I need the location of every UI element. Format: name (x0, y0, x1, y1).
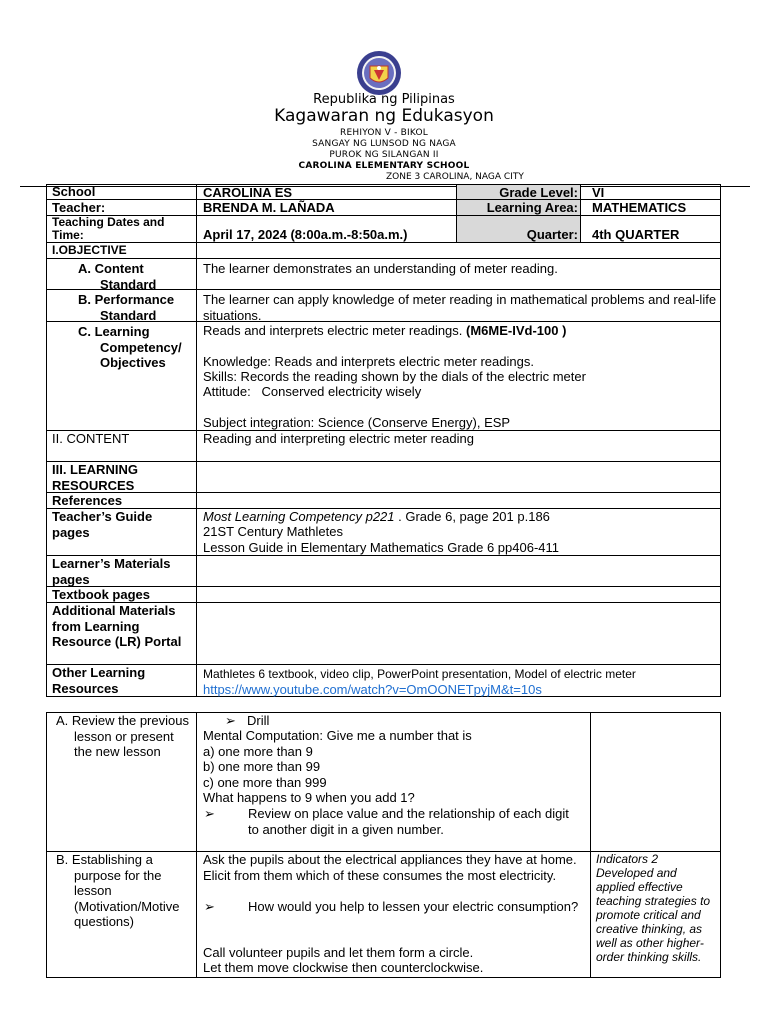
quarter-label: Quarter: (526, 227, 578, 242)
teachers-guide-label: Teacher’s Guide pages (52, 509, 153, 540)
grid-line (46, 712, 47, 978)
place-value-bullet (204, 806, 581, 837)
mental-computation-line: Mental Computation: Give me a number that is (203, 728, 472, 743)
competency-label: C. Learning Competency/ Objectives (78, 324, 182, 370)
grid-line (46, 184, 721, 185)
teachers-guide-title: Most Learning Competency p221 (203, 509, 395, 524)
other-resources-label: Other Learning Resources (52, 665, 146, 696)
resources-heading: III. LEARNING RESOURCES (52, 462, 138, 493)
school-label: School (52, 184, 96, 199)
competency-code: (M6ME-IVd-100 ) (466, 323, 567, 338)
purpose-label: B. Establishing a purpose for the lesson (Motivation/Motive questions) (56, 852, 180, 929)
item-c-line: c) one more than 999 (203, 775, 327, 790)
item-a-line: a) one more than 9 (203, 744, 313, 759)
region-line: REHIYON V - BIKOL (340, 128, 428, 138)
drill-bullet (225, 713, 269, 729)
competency-text (203, 323, 718, 339)
division-line: SANGAY NG LUNSOD NG NAGA (312, 139, 456, 149)
question-line: What happens to 9 when you add 1? (203, 790, 415, 805)
references-label: References (52, 493, 123, 508)
performance-standard-text: The learner can apply knowledge of meter reading in mathematical problems and real-life situations. (203, 292, 717, 323)
content-standard-label: A. Content Standard (78, 261, 157, 292)
additional-materials-label: Additional Materials from Learning Resource (LR) Portal (52, 603, 182, 649)
competency-line: Reads and interprets electric meter readings. (203, 323, 467, 338)
teacher-value: BRENDA M. LAÑADA (203, 200, 335, 215)
grid-line (590, 712, 591, 978)
school-name-line: CAROLINA ELEMENTARY SCHOOL (298, 161, 470, 171)
arrow-bullet-icon: ➢ (225, 713, 236, 728)
content-standard-text: The learner demonstrates an understanding of meter reading. (203, 261, 558, 276)
header-rule (20, 186, 750, 187)
grid-line (196, 184, 197, 697)
grade-value: VI (592, 185, 605, 200)
skills-line: Skills: Records the reading shown by the dials of the electric meter (203, 369, 586, 384)
lessen-consumption-text: How would you help to lessen your electric consumption? (248, 899, 579, 914)
attitude-line: Attitude: Conserved electricity wisely (203, 384, 422, 399)
item-b-line: b) one more than 99 (203, 759, 321, 774)
arrow-bullet-icon: ➢ (204, 806, 215, 821)
address-line: ZONE 3 CAROLINA, NAGA CITY (386, 172, 524, 182)
indicator-note: Indicators 2 Developed and applied effective teaching strategies to promote critical and creative thinking, as well as other higher-order thinking skills. (596, 852, 711, 964)
area-label: Learning Area: (486, 200, 578, 215)
place-value-text: Review on place value and the relationship of each digit to another digit in a given number. (248, 806, 569, 837)
district-line: PUROK NG SILANGAN II (329, 150, 439, 160)
teachers-guide-line1 (203, 509, 718, 525)
seal-icon (356, 50, 402, 96)
performance-standard-label: B. Performance Standard (78, 292, 175, 323)
grid-line (580, 184, 581, 242)
dates-label: Teaching Dates and Time: (52, 215, 165, 242)
teachers-guide-pages: . Grade 6, page 201 p.186 (394, 509, 550, 524)
ask-pupils-text: Ask the pupils about the electrical appliances they have at home. Elicit from them which of these consumes the most electricity. (203, 852, 577, 883)
teachers-guide-line2: 21ST Century Mathletes (203, 524, 343, 539)
review-label: A. Review the previous lesson or present the new lesson (56, 713, 189, 759)
textbook-label: Textbook pages (52, 587, 151, 602)
teacher-label: Teacher: (52, 200, 106, 215)
drill-text: Drill (247, 713, 270, 728)
video-link[interactable]: https://www.youtube.com/watch?v=OmOONETpyjM&t=10s (203, 682, 542, 697)
clockwise-line: Let them move clockwise then counterclockwise. (203, 960, 484, 975)
content-label: II. CONTENT (52, 431, 130, 446)
grid-line (196, 712, 197, 978)
grid-line (720, 712, 721, 978)
lessen-consumption-bullet (204, 899, 581, 915)
objective-heading: I.OBJECTIVE (52, 243, 127, 257)
knowledge-line: Knowledge: Reads and interprets electric meter readings. (203, 354, 534, 369)
quarter-value: 4th QUARTER (592, 227, 680, 242)
content-text: Reading and interpreting electric meter reading (203, 431, 474, 446)
volunteer-line: Call volunteer pupils and let them form a circle. (203, 945, 474, 960)
school-value: CAROLINA ES (203, 185, 293, 200)
dates-value: April 17, 2024 (8:00a.m.-8:50a.m.) (203, 227, 408, 242)
teachers-guide-line3: Lesson Guide in Elementary Mathematics Grade 6 pp406-411 (203, 540, 560, 555)
department-name: Kagawaran ng Edukasyon (274, 106, 494, 126)
integration-line: Subject integration: Science (Conserve Energy), ESP (203, 415, 511, 430)
deped-seal (356, 50, 402, 96)
arrow-bullet-icon: ➢ (204, 899, 215, 914)
area-value: MATHEMATICS (592, 200, 687, 215)
grade-label: Grade Level: (499, 185, 578, 200)
learners-materials-label: Learner’s Materials pages (52, 556, 171, 587)
other-resources-text: Mathletes 6 textbook, video clip, PowerPoint presentation, Model of electric meter (203, 667, 636, 681)
grid-line (720, 184, 721, 697)
grid-line (46, 977, 721, 978)
grid-line (46, 258, 721, 259)
grid-line (46, 184, 47, 697)
country-name: Republika ng Pilipinas (313, 92, 455, 107)
